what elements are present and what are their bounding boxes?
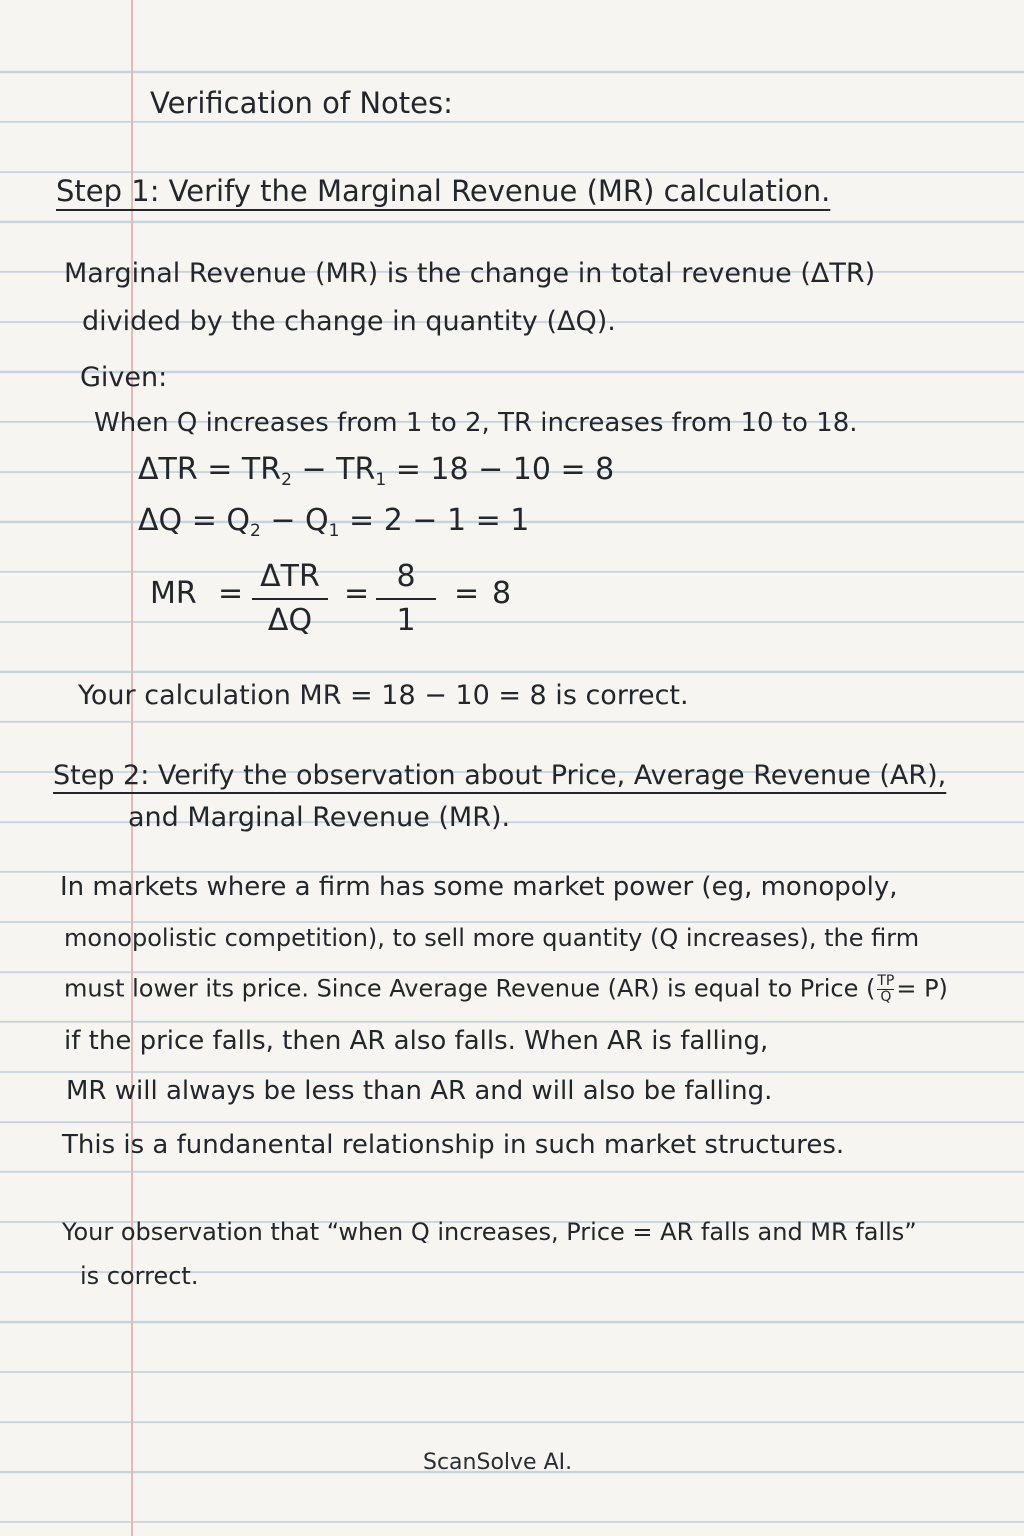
step1-intro-line2: divided by the change in quantity (ΔQ). <box>82 306 616 337</box>
step1-given-label: Given: <box>80 362 168 393</box>
page-title: Verification of Notes: <box>150 86 453 120</box>
delta-q-lhs: ΔQ <box>138 503 183 538</box>
mr-result: 8 <box>492 576 512 611</box>
step1-given-text: When Q increases from 1 to 2, TR increases from 10 to 18. <box>94 408 858 438</box>
tr-over-q-denominator: Q <box>880 989 892 1005</box>
mr-frac1-numerator: ΔTR <box>260 559 320 594</box>
tr-over-q-numerator: TP <box>877 973 895 989</box>
mr-equals-1: = <box>218 576 244 611</box>
mr-frac2-denominator: 1 <box>396 603 416 638</box>
delta-tr-equation: $\Delta TR = TR_2 - TR_1 = 18 - 10 = 8$ <box>138 452 615 490</box>
scansolve-watermark: ScanSolve AI. <box>423 1450 573 1475</box>
step2-para-line4: if the price falls, then AR also falls. When AR is falling, <box>64 1026 769 1056</box>
mr-frac2-bar <box>376 598 436 600</box>
mr-equals-2: = <box>344 576 370 611</box>
delta-q-equation: $\Delta Q = Q_2 - Q_1 = 2 - 1 = 1$ <box>138 503 530 541</box>
delta-q-rhs: = 2 − 1 = 1 <box>349 503 530 538</box>
step2-para-line6: This is a fundanental relationship in such market structures. <box>62 1130 845 1160</box>
step2-para-line3 <box>64 974 948 1005</box>
mr-equals-3: = <box>454 576 480 611</box>
step2-heading-line2: and Marginal Revenue (MR). <box>128 802 511 833</box>
step2-para-line1: In markets where a firm has some market power (eg, monopoly, <box>60 872 898 902</box>
step2-para-line5: MR will always be less than AR and will also be falling. <box>66 1076 773 1106</box>
mr-frac1-denominator: ΔQ <box>267 603 313 638</box>
step1-heading: Step 1: Verify the Marginal Revenue (MR) calculation. <box>56 174 831 208</box>
step2-para-line3-end: = P) <box>896 974 948 1003</box>
step2-heading-line1: Step 2: Verify the observation about Price, Average Revenue (AR), <box>53 760 947 791</box>
mr-label: MR <box>150 576 197 611</box>
step1-conclusion: Your calculation MR = 18 − 10 = 8 is correct. <box>78 680 689 711</box>
mr-frac1-bar <box>252 598 328 600</box>
delta-tr-rhs: = 18 − 10 = 8 <box>395 452 615 487</box>
step2-observation-line2: is correct. <box>80 1262 199 1290</box>
step2-para-line3-text: must lower its price. Since Average Revenue (AR) is equal to Price ( <box>64 974 876 1003</box>
step2-observation-line1: Your observation that “when Q increases, Price = AR falls and MR falls” <box>62 1218 917 1246</box>
delta-tr-lhs: ΔTR <box>138 452 198 487</box>
mr-fraction-delta <box>252 558 328 640</box>
step2-para-line2: monopolistic competition), to sell more quantity (Q increases), the firm <box>64 924 920 952</box>
mr-fraction-values <box>376 558 436 640</box>
mr-frac2-numerator: 8 <box>396 559 416 594</box>
tr-over-q-fraction <box>877 974 894 1005</box>
step1-intro-line1: Marginal Revenue (MR) is the change in total revenue (ΔTR) <box>64 258 876 289</box>
